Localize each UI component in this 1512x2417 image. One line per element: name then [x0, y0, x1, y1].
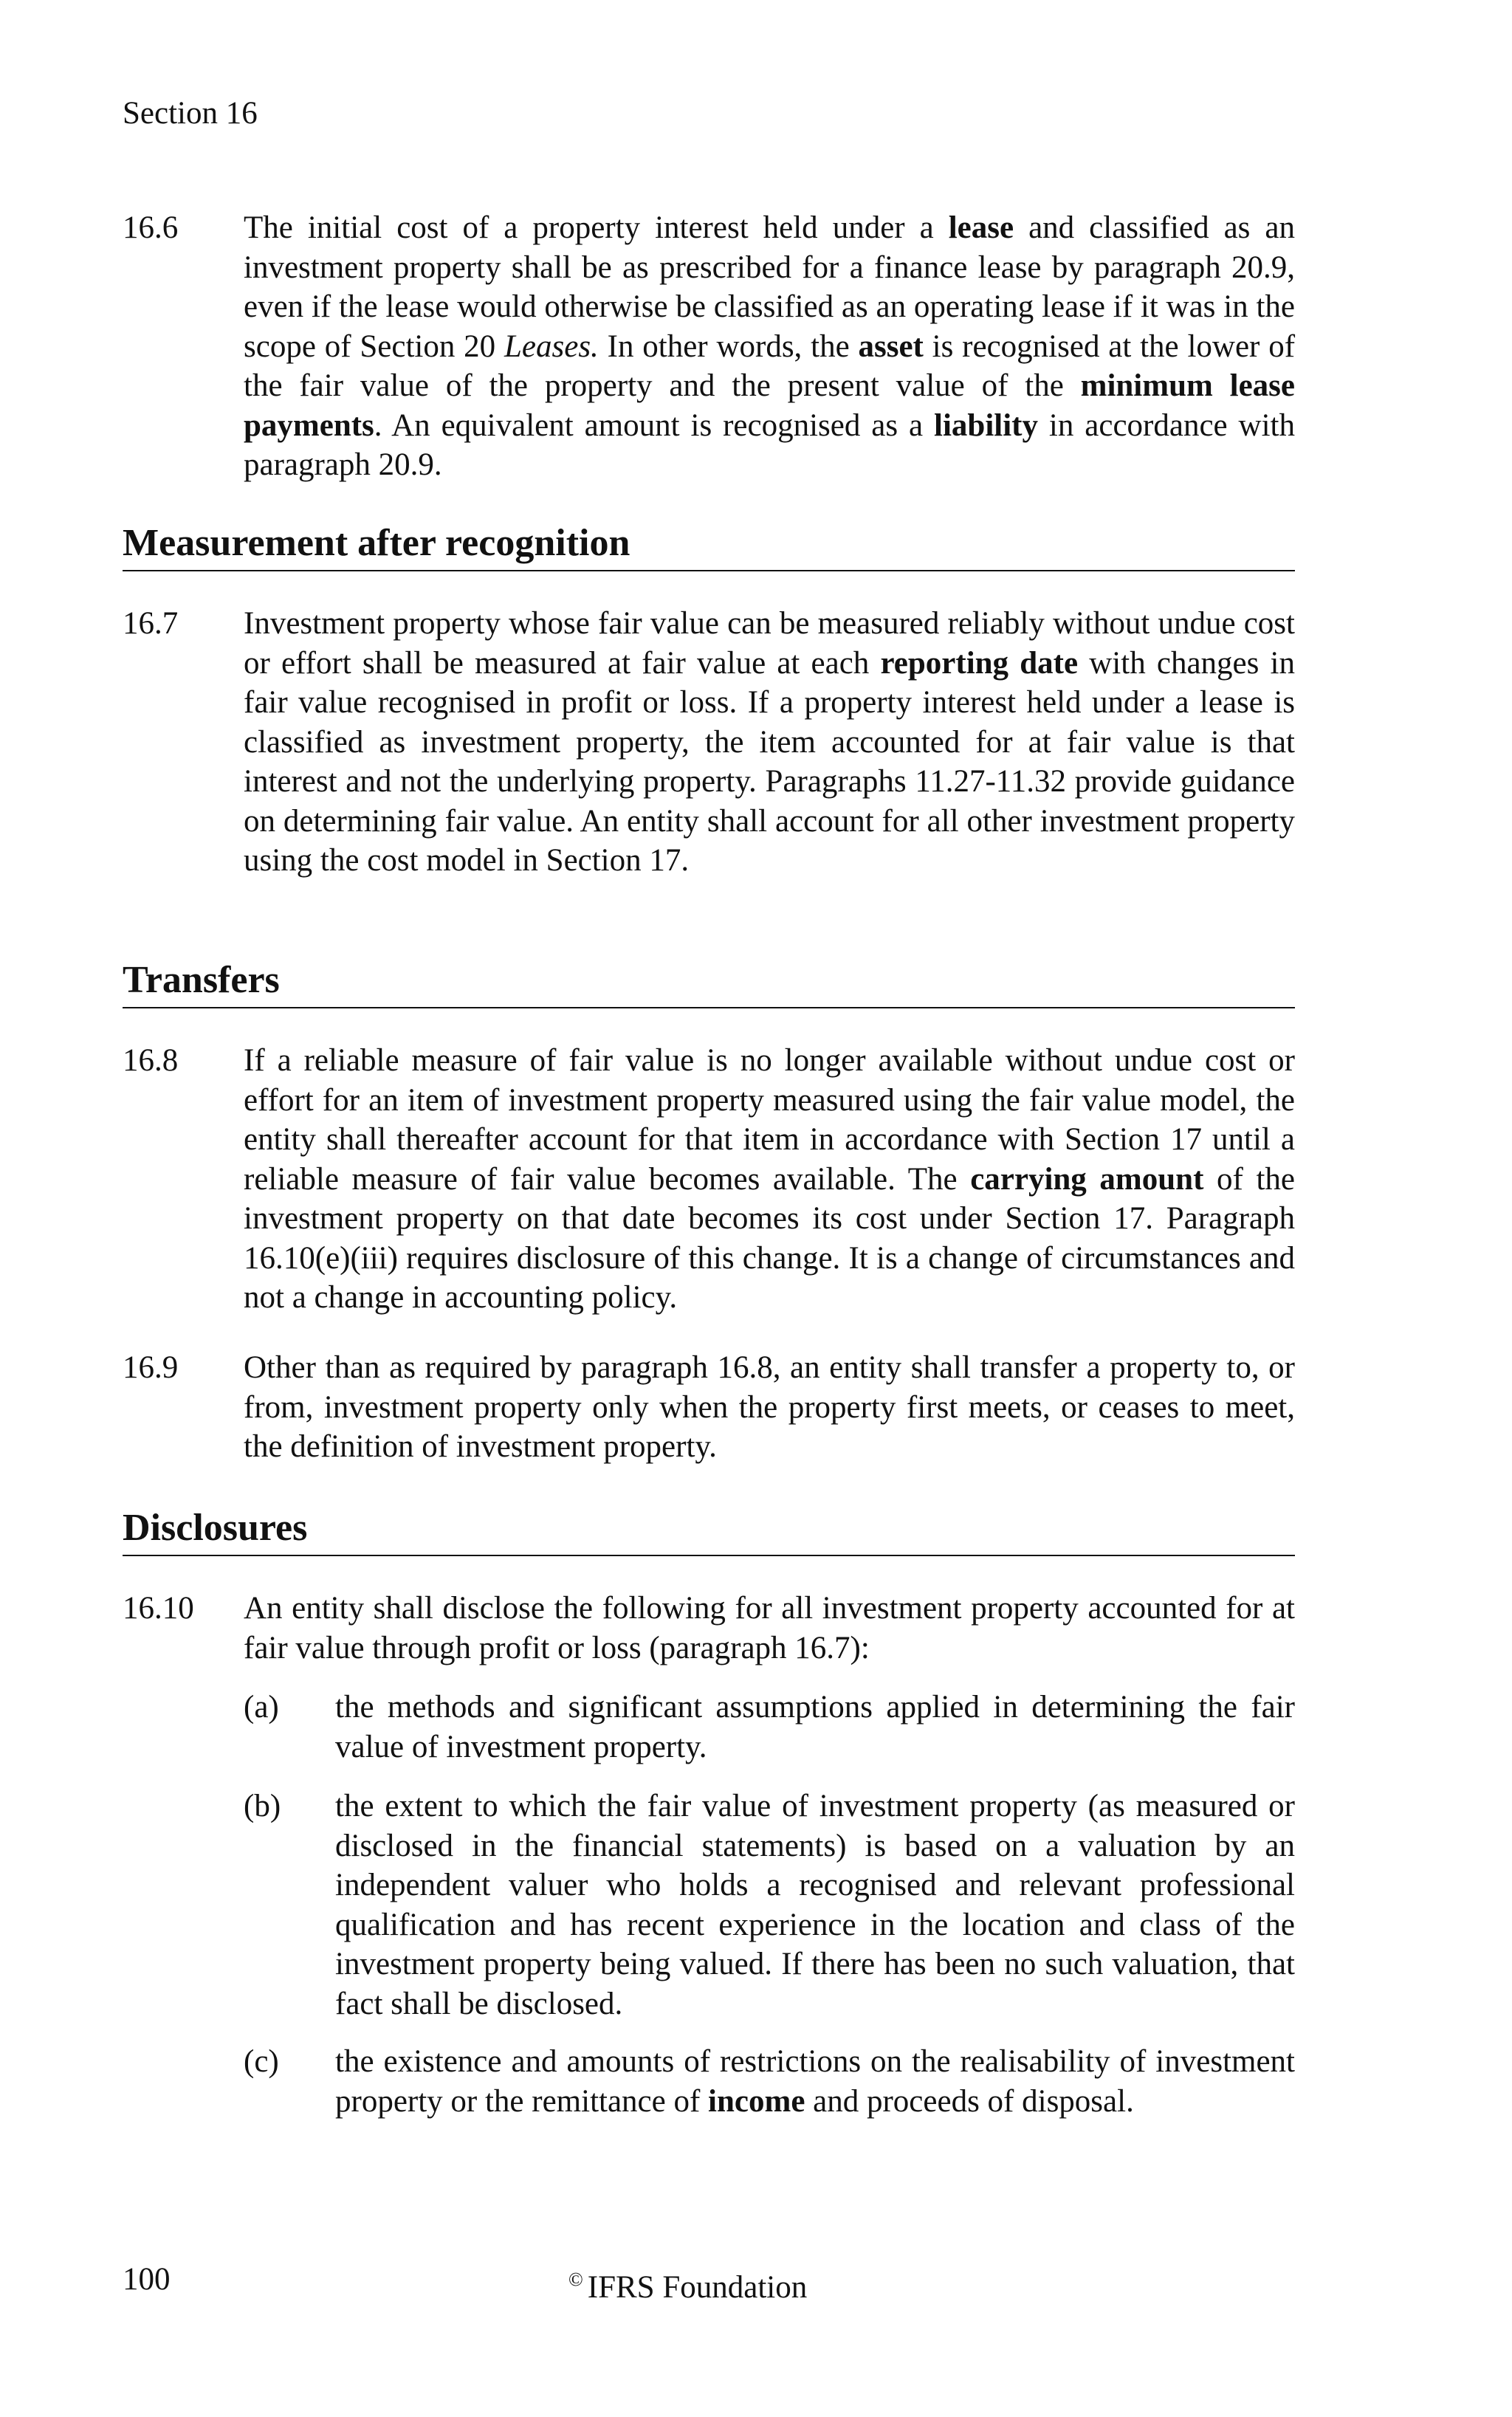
section-heading-disclosures: Disclosures [123, 1505, 1295, 1556]
standard-title: Leases. [504, 329, 599, 364]
page-number: 100 [123, 2262, 171, 2297]
paragraph-number: 16.10 [123, 1591, 194, 1626]
paragraph-text: An entity shall disclose the following for all investment property accounted for at fair value through profit or loss (paragraph 16.7): [244, 1591, 1295, 1665]
defined-term: income [708, 2083, 805, 2119]
paragraph-number: 16.6 [123, 210, 179, 245]
defined-term: liability [934, 408, 1038, 443]
list-item-c [244, 2042, 1295, 2121]
defined-term: lease [948, 210, 1014, 245]
paragraph-number: 16.9 [123, 1350, 179, 1385]
paragraph-number: 16.8 [123, 1043, 179, 1078]
paragraph-number: 16.7 [123, 606, 179, 641]
section-heading-transfers: Transfers [123, 957, 1295, 1008]
defined-term: minimum lease payments [244, 368, 1295, 443]
list-item-text: the extent to which the fair value of investment property (as measured or disclosed in the financial statements) is based on a valuation by an independent valuer who holds a recognised and relevant professional qualification and has recent experience in the location and class of the investment property being valued. If there has been no such valuation, that fact shall be disclosed. [335, 1789, 1295, 2021]
list-item-text: the existence and amounts of restrictions on the realisability of investment property or the remittance of income and proceeds of disposal. [335, 2044, 1295, 2119]
paragraph-text: Investment property whose fair value can be measured reliably without undue cost or effort shall be measured at fair value at each reporting date with changes in fair value recognised in profit or loss. If a property interest held under a lease is classified as investment property, the item accounted for at fair value is that interest and not the underlying property. Paragraphs 11.27-11.32 provide guidance on determining fair value. An entity shall account for all other investment property using the cost model in Section 17. [244, 606, 1295, 878]
paragraph-16-7 [123, 604, 1295, 881]
publisher-name: IFRS Foundation [587, 2270, 808, 2305]
paragraph-text: The initial cost of a property interest held under a lease and classified as an investment property shall be as prescribed for a finance lease by paragraph 20.9, even if the lease would otherwise be classified as an operating lease if it was in the scope of Section 20 Leases. In other words, the asset is recognised at the lower of the fair value of the property and the present value of the minimum lease payments. An equivalent amount is recognised as a liability in accordance with paragraph 20.9. [244, 210, 1296, 482]
list-item-b [244, 1787, 1295, 2024]
paragraph-text: Other than as required by paragraph 16.8, an entity shall transfer a property to, or from, investment property only when the property first meets, or ceases to meet, the definition of investment property. [244, 1350, 1295, 1464]
paragraph-text: If a reliable measure of fair value is no longer available without undue cost or effort for an item of investment property measured using the fair value model, the entity shall thereafter account for that item in accordance with Section 17 until a reliable measure of fair value becomes available. The carrying amount of the investment property on that date becomes its cost under Section 17. Paragraph 16.10(e)(iii) requires disclosure of this change. It is a change of circumstances and not a change in accounting policy. [244, 1043, 1295, 1315]
paragraph-16-9 [123, 1348, 1295, 1467]
paragraph-16-8 [123, 1041, 1295, 1318]
running-header: Section 16 [123, 96, 258, 131]
paragraph-16-10 [123, 1589, 1295, 1668]
defined-term: reporting date [880, 645, 1079, 681]
footer-copyright [568, 2260, 807, 2307]
list-item-label: (a) [244, 1690, 279, 1725]
list-item-a [244, 1688, 1295, 1767]
defined-term: carrying amount [970, 1161, 1204, 1197]
list-item-text: the methods and significant assumptions applied in determining the fair value of investment property. [335, 1690, 1295, 1764]
copyright-symbol: © [568, 2269, 583, 2290]
defined-term: asset [858, 329, 924, 364]
section-heading-measurement: Measurement after recognition [123, 520, 1295, 571]
list-item-label: (b) [244, 1789, 281, 1823]
paragraph-16-6 [123, 208, 1295, 485]
list-item-label: (c) [244, 2044, 279, 2079]
